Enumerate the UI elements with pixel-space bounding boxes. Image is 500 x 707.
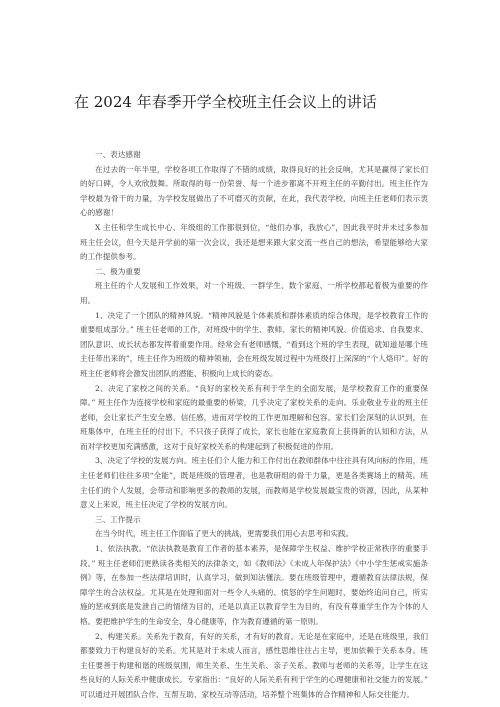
paragraph: 2、决定了家校之间的关系。“良好的家校关系有利于学生的全面发展，是学校教育工作的重要保障。” 班主任作为连接学校和家庭的最重要的桥梁，几乎决定了家校关系的走向。乐业敬业专业的班主任老师，会让家长产生安全感、信任感，进而对学校的工作更加理解和包容。家长们会深刻的认识到，在班集体中，在班主任的付出下，不只孩子获得了成长，家长也能在家庭教育上获得新的认知和方法，从而对学校更加充满感激，这对于良好家校关系的构建起到了积极促进的作用。 — [80, 383, 428, 451]
document-body — [80, 148, 428, 703]
paragraph: 2、构建关系。关系先于教育，有好的关系，才有好的教育。无论是在家庭中，还是在班级里，我们都要致力于构建良好的关系。尤其是对于未成人而言，感性思维往往占主导，更加依赖于关系本身。班主任要善于构建和谐的班级氛围，师生关系、生生关系、亲子关系、教师与老师的关系等，让学生在这些良好的人际关系中健康成长。专家指出：“良好的人际关系有利于学生的心理健康和社交能力的发展。” 可以通过开展团队合作、互帮互助、家校互动等活动，培养整个班集体的合作精神和人际交往能力。 — [80, 631, 428, 699]
paragraph: 1、依法执教。“依法执教是教育工作者的基本素养，是保障学生权益、维护学校正常秩序的重要手段。” 班主任老师们更熟读各类相关的法律条文，如《教师法》《未成人年保护法》《中小学生惩戒实施条例》等，在参加一些法律培训时，认真学习，做到知法懂法。要在班级管理中，遵循教育法律法规，保障学生的合法权益。尤其是在处理和面对一些令人头痛的、愤怒的学生问题时，要始终追问自己，所实施的惩戒到底是发泄自己的情绪为目的，还是以真正以教育学生为目的，有没有尊重学生作为个体的人格。要把维护学生的生命安全、身心健康等，作为教育遵循的第一原则。 — [80, 544, 428, 626]
paragraph: X 主任和学生成长中心、年级组的工作都很到位，“他们办事，我放心”，因此我平时并未过多参加班主任会议，但今天是开学前的第一次会议，我还是想来跟大家交流一些自己的想法，希望能够给大家的工作提供参考。 — [80, 222, 428, 262]
paragraph: 在当今时代，班主任工作面临了更大的挑战，更需要我们用心去思考和实践。 — [95, 529, 354, 539]
section-heading-importance: 二、极为重要 — [95, 266, 141, 276]
document-title: 在 2024 年春季开学全校班主任会议上的讲话 — [74, 93, 377, 111]
section-heading-thanks: 一、表达感谢 — [95, 150, 141, 159]
paragraph: 班主任的个人发展和工作效果，对一个班级、一群学生、数个家庭、一所学校都起着极为重要的作用。 — [80, 281, 428, 305]
paragraph: 1、决定了一个团队的精神风貌。“精神风貌是个体素质和群体素质的综合体现，是学校教育工作的重要组成部分。” 班主任老师的工作，对班级中的学生、教师、家长的精神风貌、价值追求、自我要求、团队意识、成长状态都发挥着重要作用。经常会有老师感慨，“看到这个班的学生表现，就知道是哪个班主任带出来的”，班主任作为班级的精神领袖，会在班级发展过程中为班级打上深深的“个人烙印”。好的班主任老师将会激发出团队的潜能、积极向上成长的姿态。 — [80, 310, 428, 378]
paragraph: 在过去的一年半里，学校各项工作取得了不错的成绩，取得良好的社会反响，尤其是赢得了家长们的好口碑，令人欢欣鼓舞。所取得的每一份荣誉、每一个进步都离不开班主任的辛勤付出。班主任作为学校最为骨干的力量，为学校发展做出了不可磨灭的贡献，在此，我代表学校，向班主任老师们表示衷心的感谢！ — [80, 164, 428, 218]
paragraph: 3、决定了学校的发展方向。班主任们个人能力和工作付出在教师群体中往往具有风向标的作用，班主任老师们往往多项“全能”，既是班级的管理者，也是教研组的骨干力量，更是各类赛场上的精英。班主任们的个人发展，会带动和影响更多的教师的发展，而教师是学校发展最宝贵的资源，因此，从某种意义上来说，班主任决定了学校的发展方向。 — [80, 456, 428, 510]
section-heading-tips: 三、工作提示 — [95, 514, 141, 524]
